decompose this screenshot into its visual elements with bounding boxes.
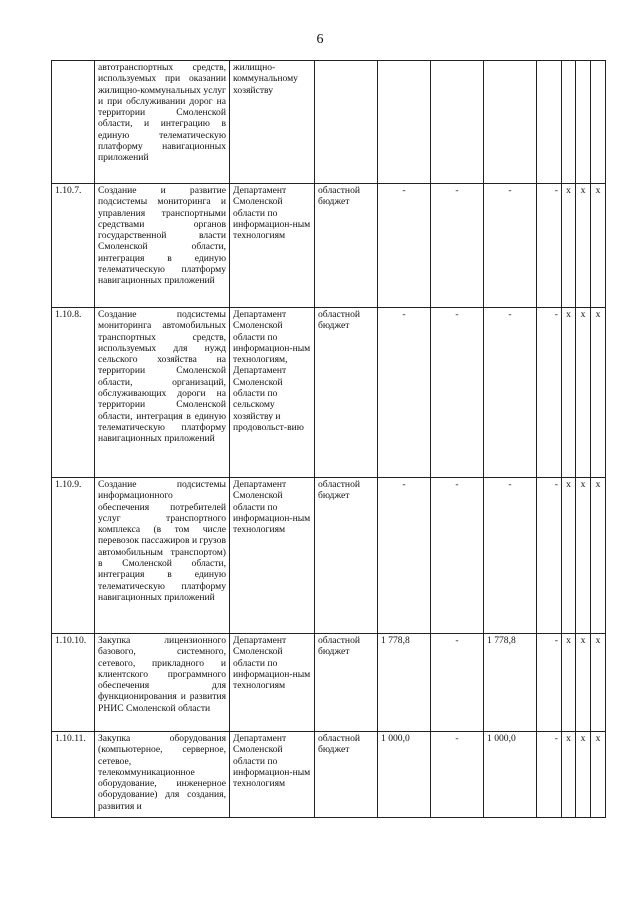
cell-mark-3 bbox=[591, 61, 606, 184]
cell-year-2 bbox=[484, 61, 537, 184]
cell-total: - bbox=[378, 478, 431, 634]
cell-mark-2: x bbox=[576, 184, 591, 308]
cell-no: 1.10.11. bbox=[52, 732, 95, 818]
cell-year-2: 1 778,8 bbox=[484, 634, 537, 732]
cell-year-1: - bbox=[431, 634, 484, 732]
cell-mark-3: x bbox=[591, 308, 606, 478]
cell-year-2: - bbox=[484, 478, 537, 634]
table-row bbox=[52, 732, 606, 818]
cell-year-2: 1 000,0 bbox=[484, 732, 537, 818]
cell-mark-2: x bbox=[576, 478, 591, 634]
cell-executor: Департамент Смоленской области по информацион-ным технологиям bbox=[230, 478, 315, 634]
cell-mark-2: x bbox=[576, 308, 591, 478]
cell-source: областной бюджет bbox=[315, 634, 378, 732]
cell-mark-3: x bbox=[591, 634, 606, 732]
cell-year-3: - bbox=[537, 634, 562, 732]
cell-mark-1: x bbox=[562, 184, 576, 308]
cell-year-3 bbox=[537, 61, 562, 184]
cell-description: Закупка лицензионного базового, системного, сетевого, прикладного и клиентского программного обеспечения для функционирования и развития РНИС Смоленской области bbox=[95, 634, 230, 732]
cell-no bbox=[52, 61, 95, 184]
cell-source bbox=[315, 61, 378, 184]
cell-no: 1.10.10. bbox=[52, 634, 95, 732]
cell-executor: Департамент Смоленской области по информацион-ным технологиям bbox=[230, 184, 315, 308]
cell-executor: Департамент Смоленской области по информацион-ным технологиям, Департамент Смоленской области по сельскому хозяйству и продовольст-вию bbox=[230, 308, 315, 478]
cell-mark-1: x bbox=[562, 308, 576, 478]
cell-source: областной бюджет bbox=[315, 184, 378, 308]
cell-executor: Департамент Смоленской области по информацион-ным технологиям bbox=[230, 732, 315, 818]
cell-executor: Департамент Смоленской области по информацион-ным технологиям bbox=[230, 634, 315, 732]
cell-year-2: - bbox=[484, 184, 537, 308]
cell-year-3: - bbox=[537, 308, 562, 478]
cell-year-3: - bbox=[537, 478, 562, 634]
cell-mark-3: x bbox=[591, 184, 606, 308]
cell-year-1 bbox=[431, 61, 484, 184]
table-row bbox=[52, 634, 606, 732]
cell-year-1: - bbox=[431, 478, 484, 634]
cell-mark-1: x bbox=[562, 732, 576, 818]
cell-total: - bbox=[378, 184, 431, 308]
cell-executor: жилищно-коммунальному хозяйству bbox=[230, 61, 315, 184]
table-row bbox=[52, 184, 606, 308]
cell-total: 1 778,8 bbox=[378, 634, 431, 732]
cell-no: 1.10.7. bbox=[52, 184, 95, 308]
cell-description: Создание подсистемы информационного обеспечения потребителей услуг транспортного комплекса (в том числе перевозок пассажиров и грузов автомобильным транспортом) в Смоленской области, интеграция в единую телематическую платформу навигационных приложений bbox=[95, 478, 230, 634]
cell-year-3: - bbox=[537, 732, 562, 818]
cell-total bbox=[378, 61, 431, 184]
cell-description: Создание и развитие подсистемы мониторинга и управления транспортными средствами органов государственной власти Смоленской области, интеграция в единую телематическую платформу навигационных приложений bbox=[95, 184, 230, 308]
cell-mark-3: x bbox=[591, 732, 606, 818]
cell-mark-1: x bbox=[562, 634, 576, 732]
cell-year-1: - bbox=[431, 308, 484, 478]
cell-source: областной бюджет bbox=[315, 478, 378, 634]
cell-mark-2: x bbox=[576, 732, 591, 818]
cell-no: 1.10.9. bbox=[52, 478, 95, 634]
cell-description: автотранспортных средств, используемых при оказании жилищно-коммунальных услуг и при обслуживании дорог на территории Смоленской области, и интеграцию в единую телематическую платформу навигационных приложений bbox=[95, 61, 230, 184]
cell-total: 1 000,0 bbox=[378, 732, 431, 818]
cell-description: Создание подсистемы мониторинга автомобильных транспортных средств, используемых для нужд сельского хозяйства на территории Смоленской области, организаций, обслуживающих дороги на территории Смоленской области, интеграция в единую телематическую платформу навигационных приложений bbox=[95, 308, 230, 478]
table-row-continuation bbox=[52, 61, 606, 184]
cell-mark-3: x bbox=[591, 478, 606, 634]
table-row bbox=[52, 308, 606, 478]
program-activities-table bbox=[51, 60, 606, 818]
cell-source: областной бюджет bbox=[315, 732, 378, 818]
cell-mark-1 bbox=[562, 61, 576, 184]
cell-year-2: - bbox=[484, 308, 537, 478]
cell-source: областной бюджет bbox=[315, 308, 378, 478]
cell-total: - bbox=[378, 308, 431, 478]
cell-description: Закупка оборудования (компьютерное, серверное, сетевое, телекоммуникационное оборудование, инженерное оборудование) для создания, развития и bbox=[95, 732, 230, 818]
page-number: 6 bbox=[316, 32, 324, 47]
cell-mark-1: x bbox=[562, 478, 576, 634]
cell-no: 1.10.8. bbox=[52, 308, 95, 478]
cell-mark-2 bbox=[576, 61, 591, 184]
table-row bbox=[52, 478, 606, 634]
cell-year-1: - bbox=[431, 732, 484, 818]
cell-mark-2: x bbox=[576, 634, 591, 732]
cell-year-3: - bbox=[537, 184, 562, 308]
cell-year-1: - bbox=[431, 184, 484, 308]
